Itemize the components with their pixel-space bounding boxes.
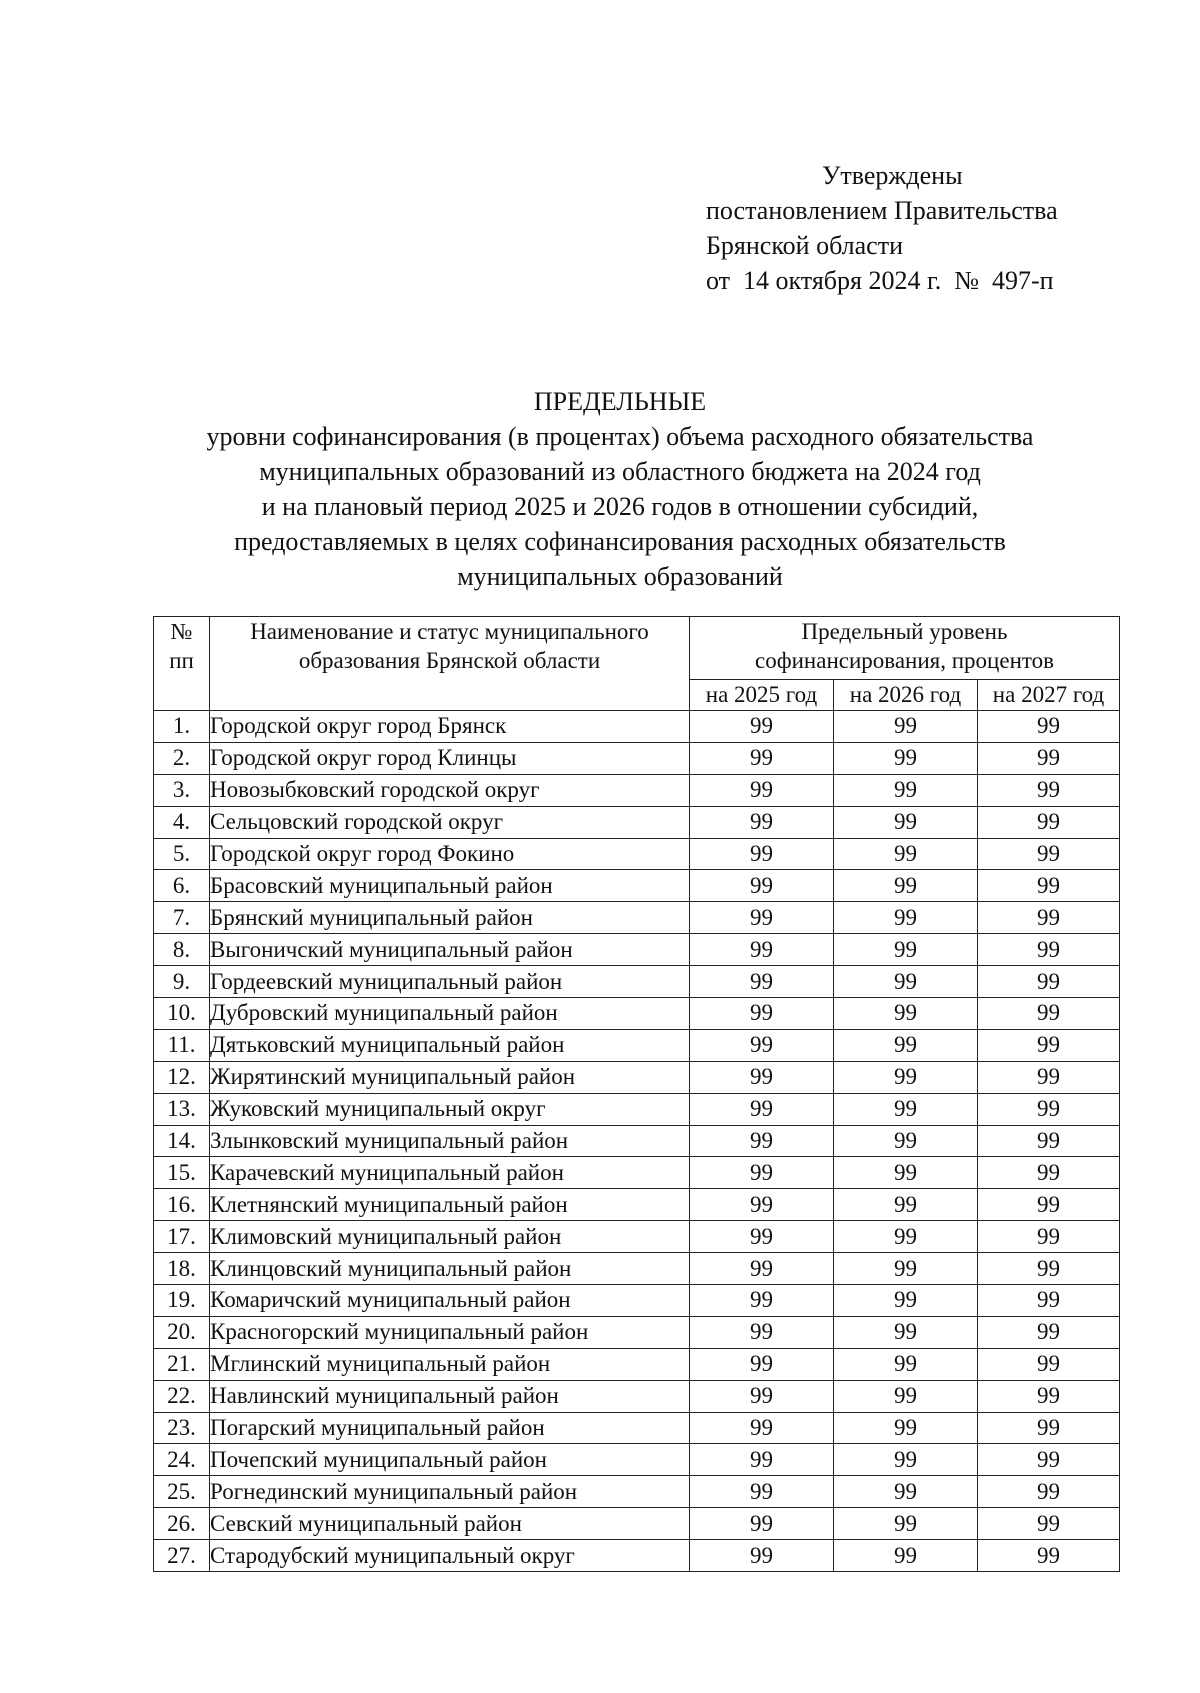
- row-number: 16.: [154, 1189, 210, 1221]
- value-2026: 99: [834, 1029, 978, 1061]
- table-row: [154, 1189, 1120, 1221]
- row-number: 9.: [154, 966, 210, 998]
- municipality-name: Климовский муниципальный район: [210, 1221, 690, 1253]
- municipality-name: Городской округ город Клинцы: [210, 742, 690, 774]
- value-2027: 99: [978, 742, 1120, 774]
- municipality-name: Навлинский муниципальный район: [210, 1380, 690, 1412]
- row-number: 27.: [154, 1540, 210, 1572]
- value-2025: 99: [690, 1125, 834, 1157]
- value-2026: 99: [834, 1157, 978, 1189]
- value-2025: 99: [690, 1221, 834, 1253]
- value-2026: 99: [834, 1476, 978, 1508]
- table-row: [154, 1253, 1120, 1285]
- row-number: 17.: [154, 1221, 210, 1253]
- value-2025: 99: [690, 711, 834, 743]
- table-row: [154, 1316, 1120, 1348]
- municipality-name: Клинцовский муниципальный район: [210, 1253, 690, 1285]
- municipality-name: Комаричский муниципальный район: [210, 1285, 690, 1317]
- value-2027: 99: [978, 1412, 1120, 1444]
- value-2027: 99: [978, 1540, 1120, 1572]
- value-2026: 99: [834, 1125, 978, 1157]
- value-2027: 99: [978, 1348, 1120, 1380]
- row-number: 11.: [154, 1029, 210, 1061]
- table-row: [154, 902, 1120, 934]
- value-2026: 99: [834, 1508, 978, 1540]
- row-number: 2.: [154, 742, 210, 774]
- table-row: [154, 1508, 1120, 1540]
- value-2025: 99: [690, 806, 834, 838]
- value-2026: 99: [834, 1412, 978, 1444]
- title-heading: ПРЕДЕЛЬНЫЕ: [533, 387, 707, 416]
- table-row: [154, 1221, 1120, 1253]
- value-2025: 99: [690, 1157, 834, 1189]
- table-row: [154, 806, 1120, 838]
- value-2027: 99: [978, 1476, 1120, 1508]
- municipality-name: Городской округ город Брянск: [210, 711, 690, 743]
- row-number: 22.: [154, 1380, 210, 1412]
- municipality-name: Погарский муниципальный район: [210, 1412, 690, 1444]
- table-row: [154, 1029, 1120, 1061]
- municipality-name: Городской округ город Фокино: [210, 838, 690, 870]
- municipality-name: Сельцовский городской округ: [210, 806, 690, 838]
- cofinancing-table: [153, 616, 1120, 1572]
- value-2026: 99: [834, 1316, 978, 1348]
- value-2025: 99: [690, 1380, 834, 1412]
- header-level: Предельный уровень софинансирования, процентов: [690, 617, 1120, 680]
- row-number: 7.: [154, 902, 210, 934]
- table-row: [154, 1093, 1120, 1125]
- value-2026: 99: [834, 934, 978, 966]
- header-number: № пп: [154, 617, 210, 711]
- value-2026: 99: [834, 838, 978, 870]
- value-2025: 99: [690, 1253, 834, 1285]
- value-2027: 99: [978, 1125, 1120, 1157]
- value-2027: 99: [978, 1157, 1120, 1189]
- value-2027: 99: [978, 1508, 1120, 1540]
- value-2025: 99: [690, 1316, 834, 1348]
- approval-line-4: от 14 октября 2024 г. № 497-п: [706, 266, 1054, 295]
- row-number: 18.: [154, 1253, 210, 1285]
- header-year-2025: на 2025 год: [690, 680, 834, 711]
- value-2027: 99: [978, 1061, 1120, 1093]
- value-2026: 99: [834, 1444, 978, 1476]
- approval-line-3: Брянской области: [706, 231, 903, 260]
- value-2027: 99: [978, 1093, 1120, 1125]
- table-row: [154, 1348, 1120, 1380]
- value-2026: 99: [834, 1380, 978, 1412]
- municipality-name: Брянский муниципальный район: [210, 902, 690, 934]
- value-2026: 99: [834, 1348, 978, 1380]
- table-row: [154, 1285, 1120, 1317]
- municipality-name: Клетнянский муниципальный район: [210, 1189, 690, 1221]
- value-2025: 99: [690, 902, 834, 934]
- municipality-name: Карачевский муниципальный район: [210, 1157, 690, 1189]
- value-2026: 99: [834, 966, 978, 998]
- title-line: уровни софинансирования (в процентах) объема расходного обязательства: [206, 422, 1034, 451]
- value-2025: 99: [690, 1285, 834, 1317]
- table-row: [154, 711, 1120, 743]
- value-2026: 99: [834, 870, 978, 902]
- value-2027: 99: [978, 1444, 1120, 1476]
- table-row: [154, 1061, 1120, 1093]
- value-2026: 99: [834, 1093, 978, 1125]
- row-number: 4.: [154, 806, 210, 838]
- value-2027: 99: [978, 1253, 1120, 1285]
- value-2027: 99: [978, 711, 1120, 743]
- table-row: [154, 1444, 1120, 1476]
- approval-stamp: [706, 158, 1058, 298]
- value-2025: 99: [690, 1412, 834, 1444]
- municipality-name: Новозыбковский городской округ: [210, 774, 690, 806]
- row-number: 12.: [154, 1061, 210, 1093]
- municipality-name: Стародубский муниципальный округ: [210, 1540, 690, 1572]
- value-2027: 99: [978, 1189, 1120, 1221]
- value-2027: 99: [978, 806, 1120, 838]
- title-line: и на плановый период 2025 и 2026 годов в отношении субсидий,: [261, 492, 979, 521]
- row-number: 19.: [154, 1285, 210, 1317]
- table-row: [154, 1476, 1120, 1508]
- value-2027: 99: [978, 1285, 1120, 1317]
- value-2027: 99: [978, 998, 1120, 1030]
- row-number: 26.: [154, 1508, 210, 1540]
- row-number: 1.: [154, 711, 210, 743]
- title-line: муниципальных образований из областного бюджета на 2024 год: [259, 457, 981, 486]
- value-2025: 99: [690, 1348, 834, 1380]
- municipality-name: Дубровский муниципальный район: [210, 998, 690, 1030]
- row-number: 10.: [154, 998, 210, 1030]
- value-2027: 99: [978, 774, 1120, 806]
- row-number: 8.: [154, 934, 210, 966]
- value-2025: 99: [690, 1508, 834, 1540]
- value-2026: 99: [834, 1221, 978, 1253]
- header-year-2027: на 2027 год: [978, 680, 1120, 711]
- value-2027: 99: [978, 870, 1120, 902]
- value-2025: 99: [690, 1061, 834, 1093]
- value-2026: 99: [834, 774, 978, 806]
- table-row: [154, 1157, 1120, 1189]
- title-line: предоставляемых в целях софинансирования расходных обязательств: [234, 527, 1006, 556]
- header-name: Наименование и статус муниципального образования Брянской области: [210, 617, 690, 711]
- value-2025: 99: [690, 774, 834, 806]
- value-2025: 99: [690, 1189, 834, 1221]
- row-number: 3.: [154, 774, 210, 806]
- value-2025: 99: [690, 998, 834, 1030]
- table-row: [154, 742, 1120, 774]
- table-row: [154, 1540, 1120, 1572]
- table-row: [154, 1125, 1120, 1157]
- municipality-name: Мглинский муниципальный район: [210, 1348, 690, 1380]
- approval-line-2: постановлением Правительства: [706, 196, 1058, 225]
- value-2027: 99: [978, 902, 1120, 934]
- value-2025: 99: [690, 870, 834, 902]
- value-2025: 99: [690, 1476, 834, 1508]
- table-row: [154, 774, 1120, 806]
- municipality-name: Почепский муниципальный район: [210, 1444, 690, 1476]
- value-2027: 99: [978, 934, 1120, 966]
- value-2027: 99: [978, 838, 1120, 870]
- value-2026: 99: [834, 1189, 978, 1221]
- value-2027: 99: [978, 1380, 1120, 1412]
- value-2026: 99: [834, 1540, 978, 1572]
- value-2026: 99: [834, 902, 978, 934]
- value-2025: 99: [690, 1029, 834, 1061]
- row-number: 21.: [154, 1348, 210, 1380]
- value-2025: 99: [690, 1444, 834, 1476]
- table-row: [154, 1380, 1120, 1412]
- value-2026: 99: [834, 1061, 978, 1093]
- row-number: 6.: [154, 870, 210, 902]
- value-2025: 99: [690, 1093, 834, 1125]
- value-2026: 99: [834, 711, 978, 743]
- value-2027: 99: [978, 966, 1120, 998]
- value-2025: 99: [690, 1540, 834, 1572]
- value-2025: 99: [690, 934, 834, 966]
- row-number: 5.: [154, 838, 210, 870]
- row-number: 24.: [154, 1444, 210, 1476]
- row-number: 20.: [154, 1316, 210, 1348]
- document-title: [140, 384, 1100, 594]
- row-number: 15.: [154, 1157, 210, 1189]
- municipality-name: Красногорский муниципальный район: [210, 1316, 690, 1348]
- value-2026: 99: [834, 1285, 978, 1317]
- municipality-name: Жуковский муниципальный округ: [210, 1093, 690, 1125]
- municipality-name: Жирятинский муниципальный район: [210, 1061, 690, 1093]
- municipality-name: Рогнединский муниципальный район: [210, 1476, 690, 1508]
- table-row: [154, 870, 1120, 902]
- municipality-name: Выгоничский муниципальный район: [210, 934, 690, 966]
- table-row: [154, 998, 1120, 1030]
- municipality-name: Злынковский муниципальный район: [210, 1125, 690, 1157]
- value-2026: 99: [834, 998, 978, 1030]
- municipality-name: Гордеевский муниципальный район: [210, 966, 690, 998]
- row-number: 13.: [154, 1093, 210, 1125]
- title-line: муниципальных образований: [457, 562, 783, 591]
- row-number: 23.: [154, 1412, 210, 1444]
- value-2026: 99: [834, 1253, 978, 1285]
- value-2025: 99: [690, 966, 834, 998]
- value-2026: 99: [834, 806, 978, 838]
- value-2026: 99: [834, 742, 978, 774]
- value-2027: 99: [978, 1029, 1120, 1061]
- value-2027: 99: [978, 1221, 1120, 1253]
- municipality-name: Дятьковский муниципальный район: [210, 1029, 690, 1061]
- row-number: 25.: [154, 1476, 210, 1508]
- value-2025: 99: [690, 838, 834, 870]
- header-year-2026: на 2026 год: [834, 680, 978, 711]
- row-number: 14.: [154, 1125, 210, 1157]
- table-row: [154, 838, 1120, 870]
- municipality-name: Севский муниципальный район: [210, 1508, 690, 1540]
- table-row: [154, 1412, 1120, 1444]
- table-row: [154, 966, 1120, 998]
- value-2025: 99: [690, 742, 834, 774]
- municipality-name: Брасовский муниципальный район: [210, 870, 690, 902]
- approval-line-1: Утверждены: [822, 161, 963, 190]
- table-row: [154, 934, 1120, 966]
- value-2027: 99: [978, 1316, 1120, 1348]
